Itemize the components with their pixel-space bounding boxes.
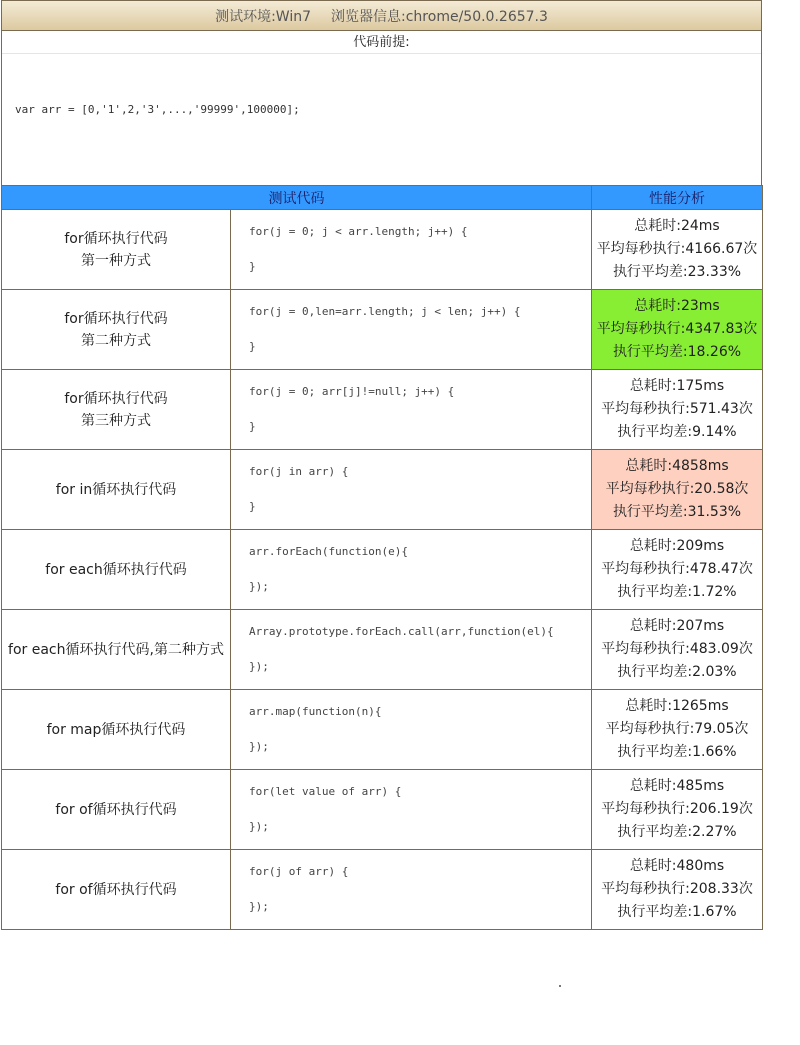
test-code-cell xyxy=(231,450,592,530)
stray-dot xyxy=(559,985,561,987)
test-name-cell xyxy=(2,450,231,530)
code-line-open: Array.prototype.forEach.call(arr,function(el){ xyxy=(249,625,554,638)
code-line-open: for(j = 0,len=arr.length; j < len; j++) { xyxy=(249,305,521,318)
total-time: 总耗时:485ms xyxy=(629,778,725,794)
code-line-open: arr.forEach(function(e){ xyxy=(249,545,408,558)
table-row xyxy=(2,610,763,690)
table-row xyxy=(2,370,763,450)
performance-cell xyxy=(592,770,763,850)
test-name: for循环执行代码 xyxy=(64,310,168,327)
code-line-open: for(let value of arr) { xyxy=(249,785,402,798)
test-name: for each循环执行代码,第二种方式 xyxy=(8,641,224,658)
prerequisite-title: 代码前提: xyxy=(2,31,761,54)
code-line-open: for(j in arr) { xyxy=(249,465,349,478)
performance-cell xyxy=(592,850,763,930)
code-line-close: }); xyxy=(249,660,269,673)
test-code-cell xyxy=(231,610,592,690)
code-gap xyxy=(249,241,591,258)
avg-deviation: 执行平均差:9.14% xyxy=(617,424,737,440)
test-name-cell xyxy=(2,530,231,610)
table-row xyxy=(2,850,763,930)
avg-per-second: 平均每秒执行:208.33次 xyxy=(601,881,753,897)
code-line-close: } xyxy=(249,340,256,353)
avg-deviation: 执行平均差:1.66% xyxy=(617,744,737,760)
code-gap xyxy=(249,881,591,898)
performance-cell xyxy=(592,450,763,530)
test-code-cell xyxy=(231,370,592,450)
table-row xyxy=(2,530,763,610)
browser-label: 浏览器信息:chrome/50.0.2657.3 xyxy=(331,8,548,25)
avg-deviation: 执行平均差:31.53% xyxy=(612,504,742,520)
table-row xyxy=(2,770,763,850)
performance-table xyxy=(1,185,763,930)
test-name-cell xyxy=(2,850,231,930)
test-name: for in循环执行代码 xyxy=(55,481,177,498)
performance-cell xyxy=(592,690,763,770)
test-variant: 第一种方式 xyxy=(81,252,151,269)
code-gap xyxy=(249,801,591,818)
performance-cell xyxy=(592,290,763,370)
test-name: for of循环执行代码 xyxy=(55,881,177,898)
code-gap xyxy=(249,721,591,738)
test-code-cell xyxy=(231,290,592,370)
test-variant: 第三种方式 xyxy=(81,412,151,429)
performance-cell xyxy=(592,610,763,690)
test-name-cell xyxy=(2,770,231,850)
avg-per-second: 平均每秒执行:483.09次 xyxy=(601,641,753,657)
avg-per-second: 平均每秒执行:571.43次 xyxy=(601,401,753,417)
avg-per-second: 平均每秒执行:4347.83次 xyxy=(596,321,758,337)
code-line-close: }); xyxy=(249,820,269,833)
code-line-open: for(j = 0; j < arr.length; j++) { xyxy=(249,225,468,238)
test-name-cell xyxy=(2,610,231,690)
page-content xyxy=(1,0,762,930)
table-header-row xyxy=(2,186,763,210)
code-gap xyxy=(249,321,591,338)
total-time: 总耗时:1265ms xyxy=(625,698,729,714)
total-time: 总耗时:209ms xyxy=(629,538,725,554)
code-gap xyxy=(249,401,591,418)
total-time: 总耗时:4858ms xyxy=(625,458,729,474)
code-gap xyxy=(249,481,591,498)
code-line-close: }); xyxy=(249,580,269,593)
test-name: for each循环执行代码 xyxy=(45,561,187,578)
total-time: 总耗时:23ms xyxy=(634,298,720,314)
performance-cell xyxy=(592,210,763,290)
performance-cell xyxy=(592,370,763,450)
table-row xyxy=(2,290,763,370)
prerequisite-section xyxy=(1,30,762,185)
test-variant: 第二种方式 xyxy=(81,332,151,349)
test-name-cell xyxy=(2,210,231,290)
test-code-cell xyxy=(231,210,592,290)
total-time: 总耗时:24ms xyxy=(634,218,720,234)
test-name: for of循环执行代码 xyxy=(55,801,177,818)
performance-cell xyxy=(592,530,763,610)
test-name: for循环执行代码 xyxy=(64,230,168,247)
header-test-code: 测试代码 xyxy=(2,186,592,210)
code-line-open: for(j of arr) { xyxy=(249,865,349,878)
code-line-close: } xyxy=(249,260,256,273)
avg-deviation: 执行平均差:1.67% xyxy=(617,904,737,920)
code-line-open: arr.map(function(n){ xyxy=(249,705,382,718)
test-name-cell xyxy=(2,690,231,770)
code-gap xyxy=(249,561,591,578)
test-name: for map循环执行代码 xyxy=(46,721,186,738)
table-row xyxy=(2,690,763,770)
avg-per-second: 平均每秒执行:478.47次 xyxy=(601,561,753,577)
avg-per-second: 平均每秒执行:206.19次 xyxy=(601,801,753,817)
prerequisite-code: var arr = [0,'1',2,'3',...,'99999',100000]; xyxy=(15,103,300,116)
code-line-close: }); xyxy=(249,740,269,753)
code-line-close: } xyxy=(249,420,256,433)
code-line-open: for(j = 0; arr[j]!=null; j++) { xyxy=(249,385,455,398)
test-name: for循环执行代码 xyxy=(64,390,168,407)
avg-deviation: 执行平均差:2.27% xyxy=(617,824,737,840)
test-code-cell xyxy=(231,690,592,770)
test-code-cell xyxy=(231,770,592,850)
code-gap xyxy=(249,641,591,658)
avg-deviation: 执行平均差:1.72% xyxy=(617,584,737,600)
total-time: 总耗时:175ms xyxy=(629,378,725,394)
env-label: 测试环境:Win7 xyxy=(215,8,312,25)
test-code-cell xyxy=(231,850,592,930)
code-line-close: } xyxy=(249,500,256,513)
total-time: 总耗时:480ms xyxy=(629,858,725,874)
test-name-cell xyxy=(2,370,231,450)
test-code-cell xyxy=(231,530,592,610)
avg-per-second: 平均每秒执行:20.58次 xyxy=(605,481,749,497)
environment-header xyxy=(1,0,762,30)
code-line-close: }); xyxy=(249,900,269,913)
table-row xyxy=(2,450,763,530)
test-name-cell xyxy=(2,290,231,370)
avg-deviation: 执行平均差:2.03% xyxy=(617,664,737,680)
avg-deviation: 执行平均差:23.33% xyxy=(612,264,742,280)
header-performance: 性能分析 xyxy=(592,186,763,210)
total-time: 总耗时:207ms xyxy=(629,618,725,634)
avg-per-second: 平均每秒执行:79.05次 xyxy=(605,721,749,737)
avg-per-second: 平均每秒执行:4166.67次 xyxy=(596,241,758,257)
avg-deviation: 执行平均差:18.26% xyxy=(612,344,742,360)
table-row xyxy=(2,210,763,290)
